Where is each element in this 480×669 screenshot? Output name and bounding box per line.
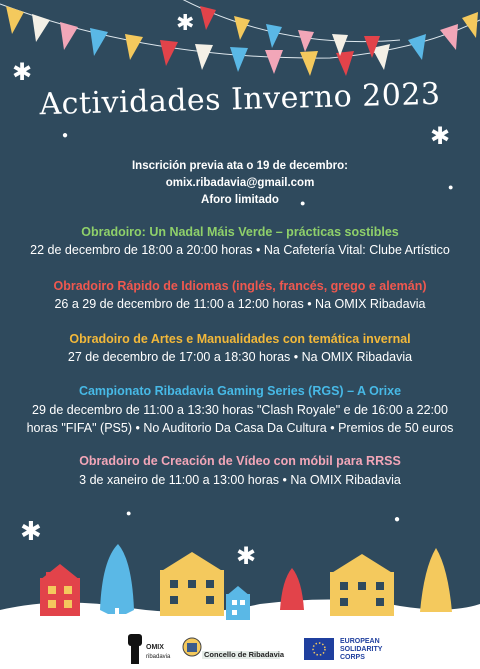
activity-desc-2: 26 a 29 de decembro de 11:00 a 12:00 horas • Na OMIX Ribadavia — [54, 297, 426, 311]
activity-title-4: Campionato Ribadavia Gaming Series (RGS) – A Orixe — [78, 384, 402, 398]
activity-desc-1: 22 de decembro de 18:00 a 20:00 horas • Na Cafetería Vital: Clube Artístico — [30, 243, 450, 257]
info-email[interactable]: omix.ribadavia@gmail.com — [165, 177, 315, 189]
omix-logo-sub: ribadavia — [146, 654, 171, 660]
snowflake-icon: ✱ — [176, 10, 195, 35]
snowflake-icon: ✱ — [236, 543, 257, 570]
snowflake-icon: ● — [300, 198, 306, 208]
snowflake-icon: ✱ — [430, 123, 451, 150]
house-icon — [330, 554, 394, 616]
activity-title-2: Obradoiro Rápido de Idiomas (inglés, francés, grego e alemán) — [53, 279, 427, 293]
esc-line3: CORPS — [340, 654, 365, 661]
bunting-decoration — [0, 0, 480, 90]
concello-label: Concello de Ribadavia — [204, 650, 285, 659]
snowflake-icon: ✱ — [12, 59, 33, 86]
activity-title-1: Obradoiro: Un Nadal Máis Verde – prácticas sostibles — [81, 225, 399, 239]
activity-desc-3: 27 de decembro de 17:00 a 18:30 horas • Na OMIX Ribadavia — [67, 350, 413, 364]
house-icon — [160, 552, 224, 616]
esc-line2: SOLIDARITY — [340, 646, 383, 653]
poster-title: Actividades Inverno 2023 — [39, 76, 441, 123]
eu-flag-logo — [304, 638, 334, 660]
snowflake-icon: ● — [126, 508, 132, 518]
activity-desc-5: 3 de xaneiro de 11:00 a 13:00 horas • Na OMIX Ribadavia — [79, 473, 401, 487]
info-capacity: Aforo limitado — [201, 194, 279, 206]
village-scene — [0, 500, 480, 630]
house-icon — [40, 564, 80, 616]
activity-desc-4-line1: 29 de decembro de 11:00 a 13:30 horas "Clash Royale" e de 16:00 a 22:00 — [32, 403, 448, 417]
tree-icon — [420, 548, 452, 612]
house-icon — [226, 586, 250, 620]
activity-title-3: Obradoiro de Artes e Manualidades con temática invernal — [69, 332, 411, 346]
activity-title-5: Obradoiro de Creación de Vídeo con móbil para RRSS — [79, 454, 401, 468]
esc-line1: EUROPEAN — [340, 638, 380, 645]
omix-fist-logo — [124, 632, 146, 664]
omix-logo-text: OMIX — [146, 644, 164, 651]
activity-desc-4-line2: horas "FIFA" (PS5) • No Auditorio Da Casa Da Cultura • Premios de 50 euros — [26, 421, 454, 435]
snowflake-icon: ● — [62, 130, 69, 141]
tree-icon — [280, 568, 304, 610]
footer-logos — [0, 628, 480, 669]
info-registration: Inscrición previa ata o 19 de decembro: — [131, 160, 349, 172]
tree-icon — [100, 544, 134, 618]
snowflake-icon: ● — [394, 514, 401, 525]
snowflake-icon: ✱ — [20, 516, 42, 546]
snowflake-icon: ● — [448, 182, 454, 192]
